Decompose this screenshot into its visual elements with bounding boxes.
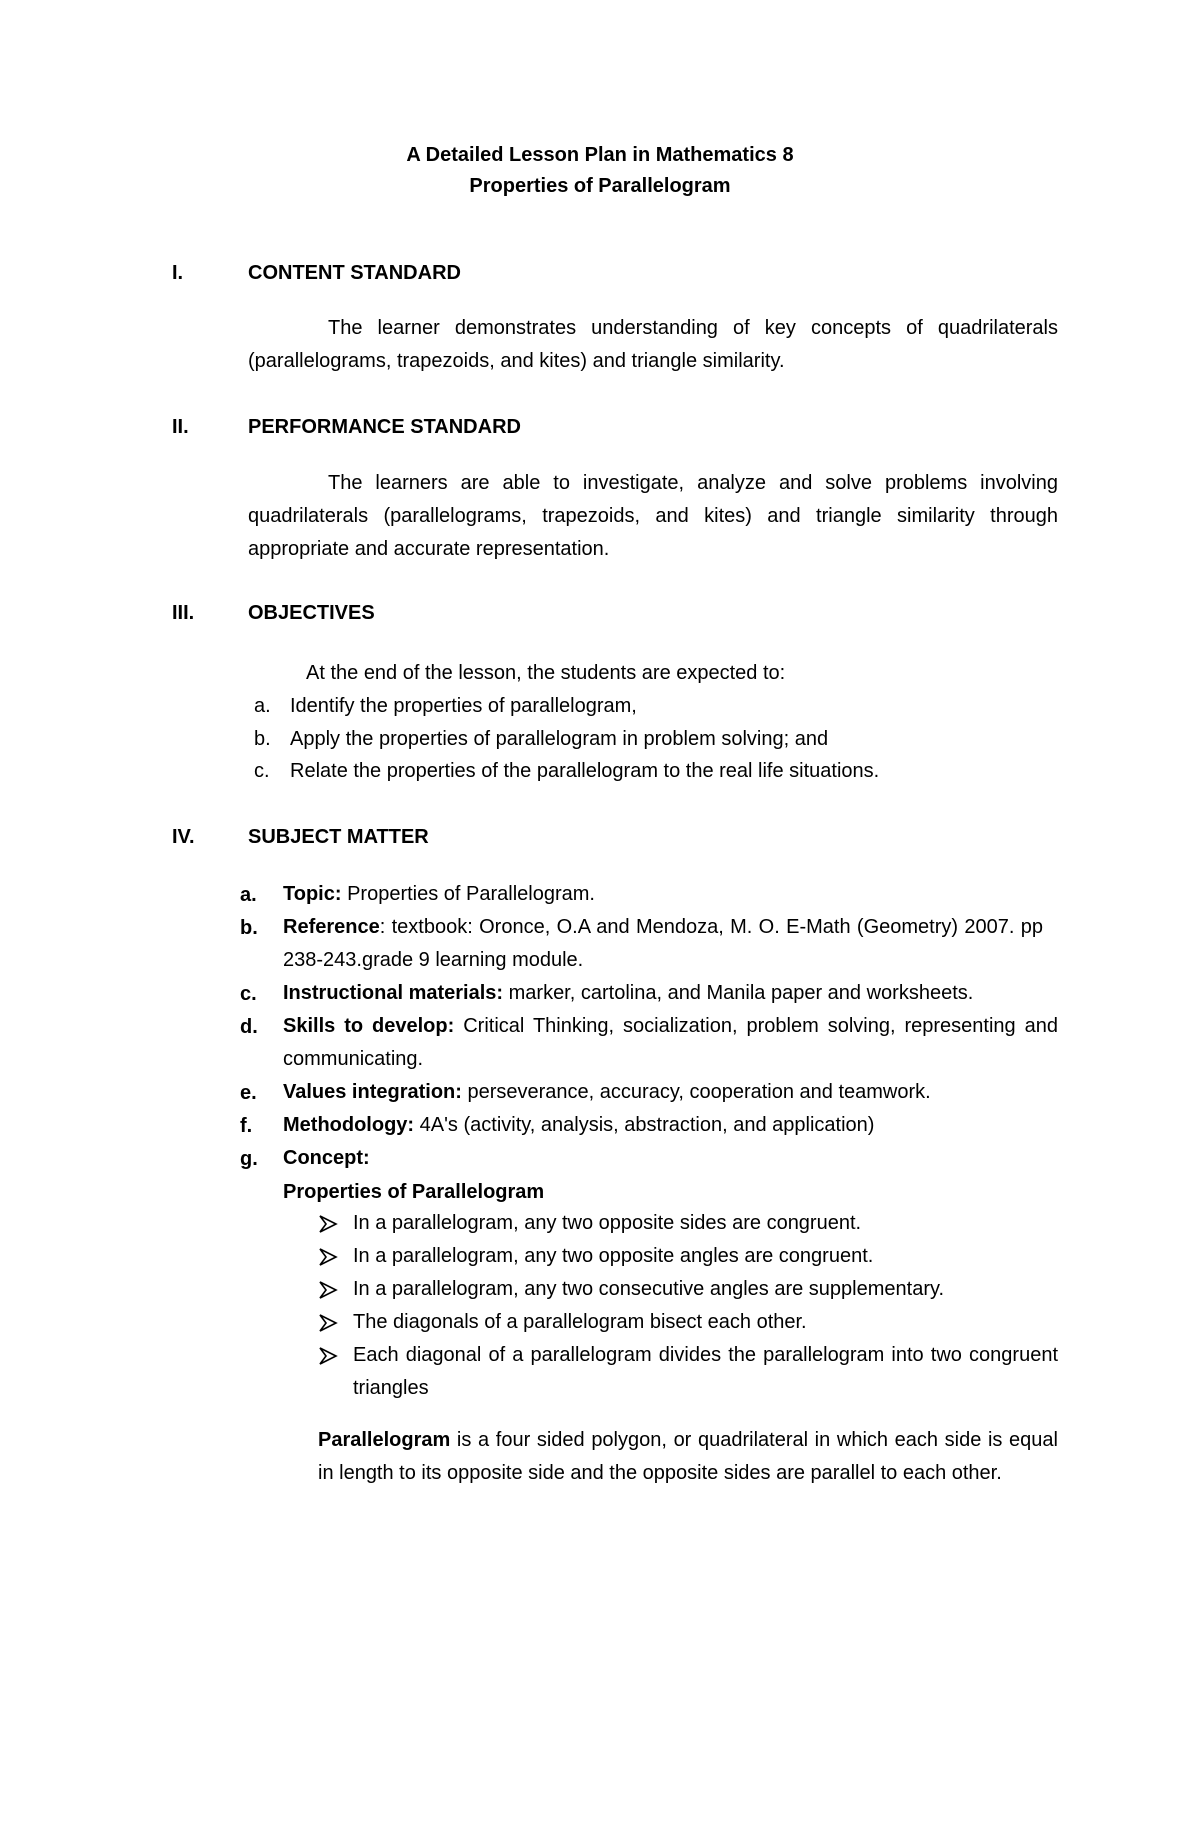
concept-bullet: In a parallelogram, any two consecutive angles are supplementary. xyxy=(353,1278,945,1300)
section-number-objectives: III. xyxy=(172,602,195,624)
objective-letter: a. xyxy=(254,695,271,717)
objective-item: Identify the properties of parallelogram, xyxy=(290,695,637,717)
section-number-performance: II. xyxy=(172,416,189,438)
concept-bullet: In a parallelogram, any two opposite angles are congruent. xyxy=(353,1245,874,1267)
arrow-bullet-icon xyxy=(318,1280,338,1300)
subject-item-label: Methodology: xyxy=(283,1114,415,1136)
subject-letter: a. xyxy=(240,884,257,906)
subject-item-text: 4A's (activity, analysis, abstraction, and application) xyxy=(414,1114,875,1136)
section-heading-performance: PERFORMANCE STANDARD xyxy=(248,416,521,438)
subject-item-text: Critical Thinking, socialization, problem solving, representing and communicating. xyxy=(283,1015,1058,1070)
subject-item-label: Instructional materials: xyxy=(283,982,504,1004)
definition-term: Parallelogram xyxy=(318,1429,451,1451)
performance-standard-text: The learners are able to investigate, analyze and solve problems involving quadrilaterals (parallelograms, trapezoids, and kites) and triangle similarity through appropriate and accurate representation. xyxy=(248,472,1058,560)
content-standard-text: The learner demonstrates understanding of key concepts of quadrilaterals (parallelograms, trapezoids, and kites) and triangle similarity. xyxy=(248,317,1058,372)
section-heading-subject: SUBJECT MATTER xyxy=(248,826,429,848)
arrow-bullet-icon xyxy=(318,1346,338,1366)
subject-item-materials xyxy=(283,977,1058,1010)
arrow-bullet-icon xyxy=(318,1214,338,1234)
subject-item-label: Concept: xyxy=(283,1147,370,1169)
objective-item: Relate the properties of the parallelogram to the real life situations. xyxy=(290,760,880,782)
subject-item-methodology xyxy=(283,1109,1058,1142)
subject-item-text: marker, cartolina, and Manila paper and worksheets. xyxy=(503,982,974,1004)
definition-text: is a four sided polygon, or quadrilateral in which each side is equal in length to its opposite side and the opposite sides are parallel to each other. xyxy=(318,1429,1058,1484)
section-number-content: I. xyxy=(172,262,184,284)
subject-letter: e. xyxy=(240,1082,257,1104)
objective-letter: b. xyxy=(254,728,271,750)
section-number-subject: IV. xyxy=(172,826,195,848)
objectives-intro: At the end of the lesson, the students are expected to: xyxy=(306,662,786,684)
concept-title: Properties of Parallelogram xyxy=(283,1181,545,1203)
subject-item-text: perseverance, accuracy, cooperation and teamwork. xyxy=(461,1081,931,1103)
document-subtitle: Properties of Parallelogram xyxy=(469,175,731,197)
subject-item-text: Properties of Parallelogram. xyxy=(341,883,595,905)
subject-letter: g. xyxy=(240,1148,258,1170)
concept-bullet: In a parallelogram, any two opposite sides are congruent. xyxy=(353,1212,862,1234)
subject-item-topic xyxy=(283,878,1058,911)
arrow-bullet-icon xyxy=(318,1247,338,1267)
section-heading-objectives: OBJECTIVES xyxy=(248,602,375,624)
subject-letter: c. xyxy=(240,983,257,1005)
arrow-bullet-icon xyxy=(318,1313,338,1333)
section-heading-content: CONTENT STANDARD xyxy=(248,262,461,284)
subject-item-label: Values integration: xyxy=(283,1081,462,1103)
subject-letter: d. xyxy=(240,1016,258,1038)
subject-item-values xyxy=(283,1076,1058,1109)
subject-item-reference xyxy=(283,911,1043,977)
subject-item-label: Reference xyxy=(283,916,380,938)
subject-item-skills xyxy=(283,1010,1058,1076)
subject-item-text: : textbook: Oronce, O.A and Mendoza, M. O. E-Math (Geometry) 2007. pp 238-243.grade 9 learning module. xyxy=(283,916,1043,971)
concept-bullet: Each diagonal of a parallelogram divides the parallelogram into two congruent triangles xyxy=(353,1344,1058,1399)
parallelogram-definition xyxy=(318,1424,1058,1490)
objective-item: Apply the properties of parallelogram in problem solving; and xyxy=(290,728,829,750)
subject-item-label: Skills to develop: xyxy=(283,1015,455,1037)
subject-letter: f. xyxy=(240,1115,253,1137)
concept-bullet: The diagonals of a parallelogram bisect each other. xyxy=(353,1311,807,1333)
subject-item-label: Topic: xyxy=(283,883,342,905)
objective-letter: c. xyxy=(254,760,270,782)
subject-item-concept xyxy=(283,1142,1058,1175)
subject-letter: b. xyxy=(240,917,258,939)
document-title: A Detailed Lesson Plan in Mathematics 8 xyxy=(406,144,794,166)
